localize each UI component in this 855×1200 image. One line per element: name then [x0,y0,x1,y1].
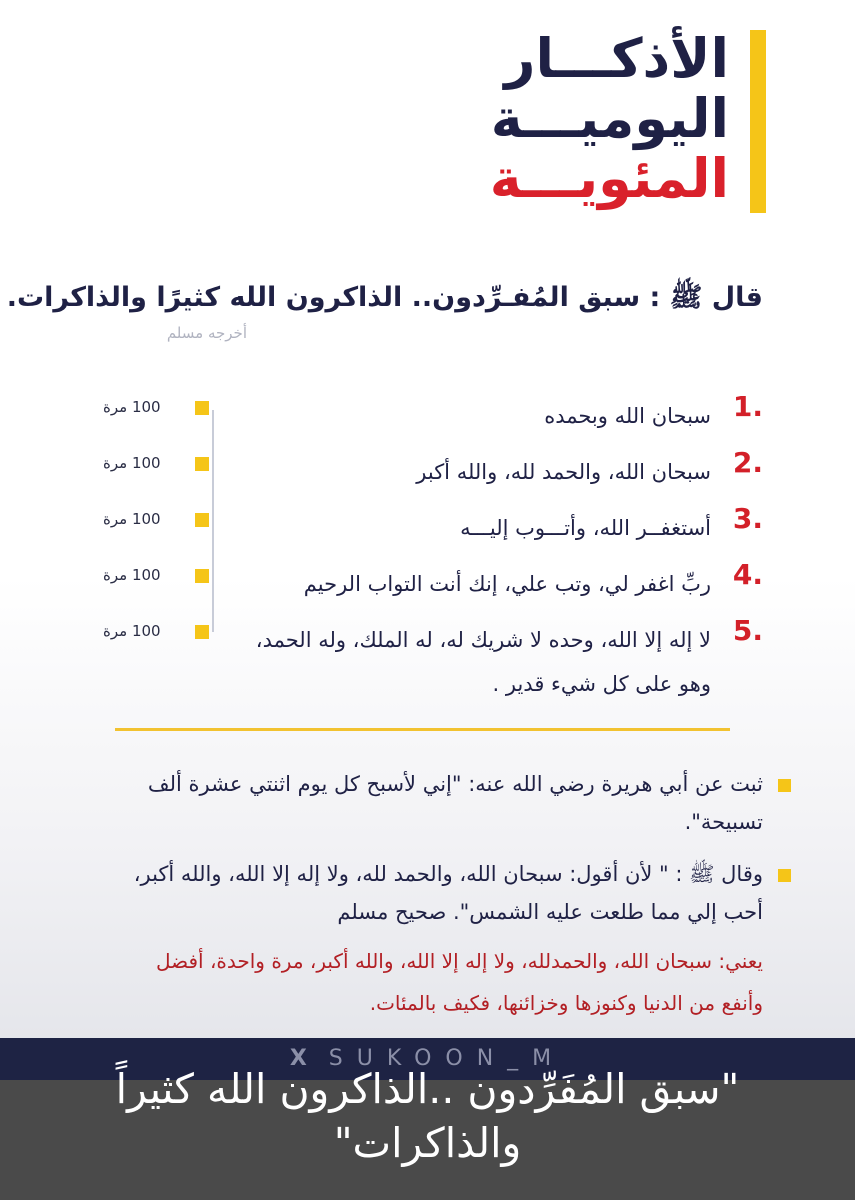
item-count: 100 مرة [103,510,161,528]
item-text: لا إله إلا الله، وحده لا شريك له، له الملك، وله الحمد، وهو على كل شيء قدير . [255,628,711,696]
item-text: أستغفــر الله، وأتـــوب إليـــه [460,516,711,540]
item-number: 3. [732,502,763,535]
title-accent-bar [750,30,766,213]
hadith-paragraph-2 [123,855,763,931]
square-marker-icon [195,457,209,471]
item-text: سبحان الله، والحمد لله، والله أكبر [416,460,711,484]
title-line-3: المئويـــة [489,147,729,210]
list-item [103,390,763,430]
square-marker-icon [195,401,209,415]
list-item [103,558,763,598]
item-text: ربِّ اغفر لي، وتب علي، إنك أنت التواب الرحيم [303,572,711,596]
x-logo-icon: X [289,1046,307,1071]
section-divider [115,728,730,731]
hadith-paragraph-1 [123,765,763,841]
item-number: 4. [732,558,763,591]
title-line-2: اليوميـــة [490,87,729,150]
list-item [103,502,763,542]
hadith-explanation [123,940,763,1024]
item-number: 1. [732,390,763,423]
watermark-handle: SUKOON_M [328,1046,566,1071]
list-item [103,446,763,486]
item-count: 100 مرة [103,566,161,584]
item-count: 100 مرة [103,454,161,472]
square-marker-icon [195,625,209,639]
item-number: 2. [732,446,763,479]
paragraph-text: ثبت عن أبي هريرة رضي الله عنه: "إني لأسبح كل يوم اثنتي عشرة ألف تسبيحة". [147,772,763,834]
hadith-quote: قال ﷺ : سبق المُفـرِّدون.. الذاكرون الله كثيرًا والذاكرات. [6,282,763,313]
list-item [103,614,763,704]
paragraph-text: وقال ﷺ : " لأن أقول: سبحان الله، والحمد لله، ولا إله إلا الله، والله أكبر، أحب إلي مما طلعت عليه الشمس". صحيح مسلم [133,862,763,924]
item-text: سبحان الله وبحمده [544,404,711,428]
square-marker-icon [195,513,209,527]
square-marker-icon [195,569,209,583]
item-number: 5. [732,614,763,647]
title-line-1: الأذكـــار [504,27,729,90]
paragraph-text: يعني: سبحان الله، والحمدلله، ولا إله إلا الله، والله أكبر، مرة واحدة، أفضل وأنفع من الدنيا وكنوزها وخزائنها، فكيف بالمئات. [155,949,763,1015]
item-count: 100 مرة [103,398,161,416]
square-bullet-icon [778,779,791,792]
square-bullet-icon [778,869,791,882]
quote-source: أخرجه مسلم [166,324,247,342]
caption-text: "سبق المُفَرِّدون ..الذاكرون الله كثيراً والذاكرات" [115,1065,740,1167]
item-count: 100 مرة [103,622,161,640]
